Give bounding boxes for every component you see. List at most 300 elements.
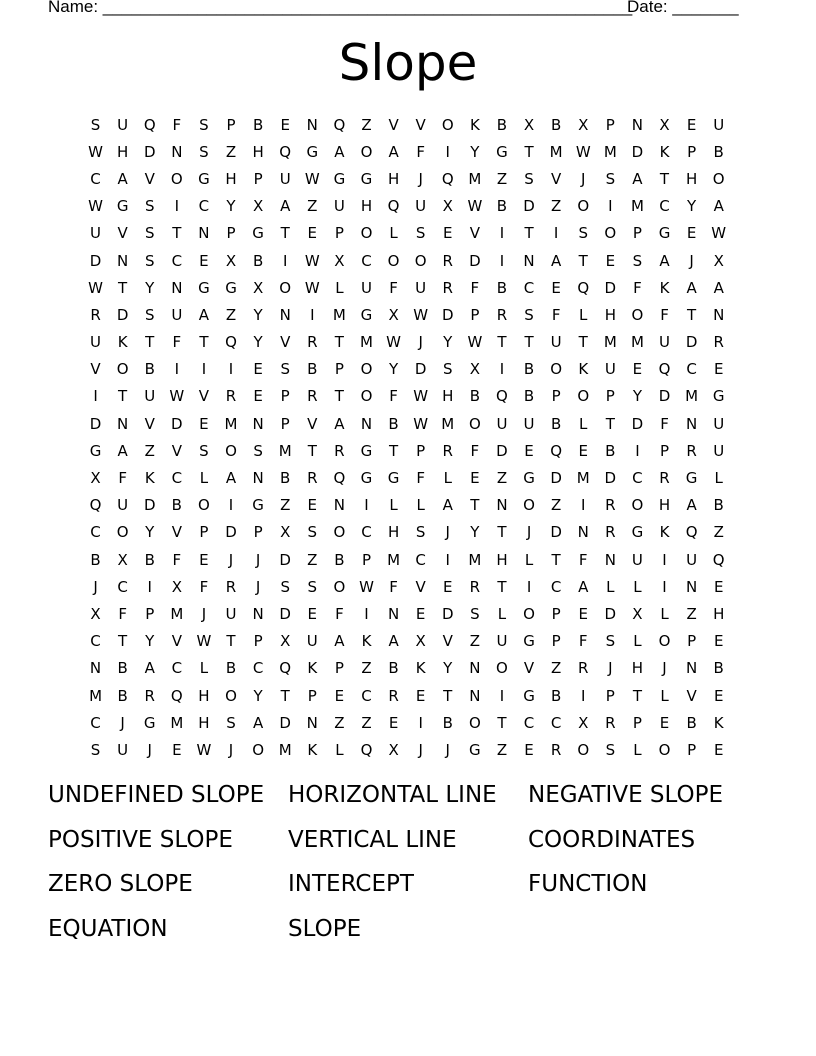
grid-letter: F (578, 550, 588, 569)
grid-letter: V (523, 659, 535, 678)
grid-letter: G (712, 387, 725, 406)
grid-letter: J (445, 523, 450, 542)
grid-letter: S (199, 115, 209, 134)
grid-letter: A (334, 414, 345, 433)
grid-letter: D (604, 278, 617, 297)
grid-letter: J (662, 659, 667, 678)
grid-letter: A (117, 441, 128, 460)
grid-letter: F (389, 577, 398, 596)
grid-letter: U (90, 333, 102, 352)
grid-letter: I (499, 251, 505, 270)
grid-letter: R (578, 659, 589, 678)
grid-letter: O (658, 740, 671, 759)
grid-letter: X (713, 251, 724, 270)
grid-letter: N (469, 686, 481, 705)
grid-letter: B (334, 550, 345, 569)
grid-letter: P (687, 142, 697, 161)
grid-letter: M (360, 333, 373, 352)
grid-letter: E (199, 550, 209, 569)
word-bank-item: FUNCTION (528, 871, 648, 897)
grid-letter: K (415, 659, 426, 678)
grid-letter: D (469, 251, 481, 270)
grid-letter: D (414, 360, 427, 379)
grid-letter: O (523, 604, 535, 623)
grid-letter: L (579, 414, 588, 433)
word-bank-item: VERTICAL LINE (288, 826, 457, 853)
grid-letter: X (442, 197, 453, 216)
grid-letter: L (335, 740, 344, 759)
word-bank-item: COORDINATES (528, 826, 696, 853)
grid-row (82, 682, 734, 709)
grid-letter: X (334, 251, 345, 270)
grid-letter: U (415, 278, 427, 297)
grid-letter: J (526, 523, 532, 542)
grid-letter: Q (333, 469, 346, 488)
grid-letter: V (551, 169, 562, 188)
grid-letter: X (632, 604, 643, 623)
grid-letter: C (550, 577, 562, 596)
grid-letter: O (333, 577, 346, 596)
grid-letter: E (659, 713, 670, 732)
grid-letter: T (551, 550, 561, 569)
grid-letter: Q (712, 550, 725, 569)
grid-letter: E (307, 496, 318, 515)
grid-letter: Y (470, 142, 480, 161)
grid-letter: U (144, 387, 156, 406)
grid-letter: B (117, 659, 128, 678)
grid-letter: U (713, 115, 725, 134)
grid-letter: N (198, 224, 210, 243)
grid-letter: A (280, 197, 291, 216)
grid-letter: X (415, 632, 426, 651)
grid-letter: N (360, 414, 373, 433)
grid-letter: W (196, 740, 212, 759)
grid-letter: T (280, 224, 290, 243)
grid-letter: S (144, 251, 155, 270)
grid-letter: D (116, 305, 129, 324)
word-bank-item: ZERO SLOPE (48, 871, 193, 897)
grid-letter: C (171, 659, 183, 678)
grid-letter: D (523, 197, 535, 216)
grid-letter: A (388, 142, 399, 161)
grid-letter: X (280, 632, 291, 651)
grid-letter: U (90, 224, 102, 243)
grid-letter: N (631, 115, 644, 134)
grid-letter: M (224, 414, 238, 433)
grid-letter: T (145, 333, 155, 352)
grid-letter: I (310, 305, 315, 324)
grid-letter: A (713, 278, 724, 297)
grid-letter: V (388, 115, 399, 134)
grid-letter: A (686, 496, 697, 515)
grid-letter: V (171, 523, 182, 542)
grid-letter: P (632, 224, 642, 243)
grid-letter: P (226, 224, 236, 243)
grid-letter: G (360, 305, 373, 324)
grid-letter: E (578, 441, 588, 460)
grid-letter: Z (496, 469, 508, 488)
grid-letter: V (686, 686, 697, 705)
grid-letter: S (90, 740, 101, 759)
grid-letter: J (418, 740, 423, 759)
grid-letter: L (389, 496, 398, 515)
grid-letter: K (659, 142, 670, 161)
grid-letter: F (416, 469, 425, 488)
grid-letter: S (605, 740, 616, 759)
grid-letter: C (632, 469, 643, 488)
grid-letter: A (632, 169, 643, 188)
grid-letter: K (307, 659, 318, 678)
grid-letter: B (686, 713, 697, 732)
grid-letter: E (443, 577, 453, 596)
grid-letter: S (307, 523, 318, 542)
grid-letter: A (442, 496, 453, 515)
grid-letter: D (279, 713, 291, 732)
grid-letter: V (280, 333, 291, 352)
grid-letter: B (469, 387, 480, 406)
grid-letter: S (578, 224, 588, 243)
grid-row (82, 193, 734, 220)
grid-letter: U (279, 169, 291, 188)
grid-letter: T (497, 713, 507, 732)
grid-letter: O (225, 686, 237, 705)
grid-letter: H (252, 142, 264, 161)
word-bank-item: NEGATIVE SLOPE (528, 782, 724, 808)
grid-letter: G (89, 441, 102, 460)
grid-letter: N (252, 414, 264, 433)
grid-letter: F (551, 305, 561, 324)
grid-letter: H (685, 169, 698, 188)
grid-letter: G (333, 169, 346, 188)
grid-letter: Q (225, 333, 237, 352)
grid-letter: B (144, 550, 155, 569)
grid-letter: H (360, 197, 373, 216)
grid-letter: M (630, 333, 644, 352)
grid-letter: O (279, 278, 292, 297)
grid-letter: O (577, 740, 590, 759)
grid-letter: S (415, 523, 426, 542)
grid-letter: F (172, 550, 182, 569)
grid-letter: R (659, 469, 670, 488)
grid-letter: K (659, 523, 670, 542)
grid-letter: N (713, 305, 725, 324)
grid-letter: B (307, 360, 318, 379)
grid-letter: Y (443, 659, 453, 678)
grid-letter: I (581, 686, 586, 705)
grid-letter: Q (685, 523, 698, 542)
grid-letter: J (255, 577, 261, 596)
grid-letter: O (414, 251, 427, 270)
grid-letter: J (418, 333, 423, 352)
grid-row (82, 628, 734, 655)
grid-letter: L (714, 469, 723, 488)
grid-letter: R (605, 713, 616, 732)
grid-letter: O (468, 713, 481, 732)
grid-letter: W (304, 169, 320, 188)
grid-letter: X (659, 115, 670, 134)
grid-letter: H (387, 523, 400, 542)
grid-letter: H (198, 686, 210, 705)
grid-letter: D (550, 523, 562, 542)
grid-letter: D (496, 441, 508, 460)
grid-letter: L (660, 686, 669, 705)
grid-letter: Y (253, 686, 263, 705)
grid-letter: A (252, 713, 264, 732)
grid-letter: U (171, 305, 183, 324)
grid-letter: S (144, 224, 155, 243)
grid-letter: U (117, 496, 129, 515)
word-bank-item: EQUATION (48, 915, 168, 942)
grid-letter: F (660, 414, 669, 433)
grid-letter: X (578, 713, 589, 732)
grid-letter: G (469, 740, 481, 759)
grid-letter: U (496, 632, 508, 651)
grid-letter: G (252, 496, 264, 515)
grid-letter: C (550, 713, 562, 732)
grid-letter: D (171, 414, 183, 433)
grid-letter: D (658, 387, 671, 406)
grid-letter: Q (89, 496, 102, 515)
grid-letter: P (334, 360, 344, 379)
grid-letter: L (497, 604, 507, 623)
grid-letter: Y (632, 387, 642, 406)
grid-letter: M (89, 686, 103, 705)
grid-letter: C (171, 251, 183, 270)
grid-letter: N (279, 305, 291, 324)
grid-letter: U (117, 115, 129, 134)
grid-letter: L (443, 469, 452, 488)
grid-letter: E (307, 604, 318, 623)
grid-letter: X (171, 577, 182, 596)
grid-letter: D (225, 523, 237, 542)
grid-letter: I (499, 686, 505, 705)
grid-row (82, 709, 734, 736)
grid-letter: Z (225, 305, 237, 324)
grid-letter: W (386, 333, 401, 352)
grid-letter: I (662, 550, 667, 569)
grid-letter: S (605, 632, 616, 651)
grid-letter: C (686, 360, 697, 379)
grid-letter: X (252, 278, 264, 297)
grid-letter: N (685, 659, 698, 678)
grid-letter: G (360, 469, 373, 488)
grid-letter: G (116, 197, 129, 216)
grid-row (82, 111, 734, 138)
grid-row (82, 600, 734, 627)
grid-letter: O (116, 523, 129, 542)
grid-letter: A (686, 278, 697, 297)
grid-letter: B (388, 659, 399, 678)
grid-letter: I (499, 224, 505, 243)
grid-letter: B (496, 197, 508, 216)
grid-letter: T (659, 169, 670, 188)
grid-letter: B (252, 115, 264, 134)
grid-letter: Q (658, 360, 671, 379)
grid-letter: J (93, 577, 98, 596)
grid-letter: U (550, 333, 562, 352)
grid-letter: O (550, 360, 563, 379)
grid-letter: L (660, 604, 669, 623)
grid-letter: J (228, 740, 234, 759)
grid-letter: Y (145, 632, 155, 651)
grid-letter: U (659, 333, 670, 352)
grid-letter: Y (470, 523, 480, 542)
grid-letter: N (306, 713, 318, 732)
grid-letter: L (633, 740, 642, 759)
grid-letter: W (467, 197, 483, 216)
grid-letter: M (170, 604, 184, 623)
grid-letter: E (686, 224, 697, 243)
grid-letter: U (333, 197, 345, 216)
grid-letter: N (523, 251, 535, 270)
grid-row (82, 274, 734, 301)
grid-letter: T (199, 333, 209, 352)
grid-letter: R (307, 469, 318, 488)
grid-letter: G (631, 523, 644, 542)
grid-letter: X (280, 523, 291, 542)
grid-letter: X (578, 115, 589, 134)
grid-letter: I (445, 142, 450, 161)
grid-letter: A (117, 169, 128, 188)
grid-letter: M (576, 469, 590, 488)
grid-letter: K (659, 278, 670, 297)
grid-letter: K (578, 360, 589, 379)
grid-row (82, 736, 734, 763)
grid-letter: W (575, 142, 591, 161)
grid-letter: V (415, 115, 426, 134)
grid-letter: J (608, 659, 613, 678)
grid-letter: S (90, 115, 101, 134)
grid-letter: Y (145, 523, 155, 542)
grid-letter: V (415, 577, 426, 596)
grid-letter: O (333, 523, 346, 542)
grid-letter: T (632, 686, 642, 705)
grid-letter: O (658, 632, 671, 651)
grid-letter: Q (441, 169, 454, 188)
grid-letter: P (551, 387, 561, 406)
grid-letter: B (605, 441, 616, 460)
word-bank (48, 778, 768, 956)
grid-letter: N (685, 414, 698, 433)
grid-letter: S (605, 169, 616, 188)
grid-letter: L (416, 496, 425, 515)
grid-letter: S (307, 577, 318, 596)
grid-letter: J (418, 169, 423, 188)
grid-letter: P (334, 224, 344, 243)
grid-letter: N (117, 251, 129, 270)
grid-letter: B (90, 550, 101, 569)
grid-letter: C (90, 632, 101, 651)
grid-letter: D (89, 414, 102, 433)
grid-letter: D (550, 469, 562, 488)
grid-letter: O (360, 360, 373, 379)
grid-letter: Q (279, 142, 292, 161)
grid-letter: W (711, 224, 727, 243)
grid-letter: H (658, 496, 671, 515)
grid-letter: K (144, 469, 155, 488)
grid-letter: R (334, 441, 345, 460)
grid-letter: P (687, 632, 697, 651)
grid-letter: U (117, 740, 129, 759)
grid-letter: T (118, 278, 128, 297)
grid-letter: O (252, 740, 265, 759)
grid-letter: B (713, 659, 724, 678)
grid-letter: C (198, 197, 210, 216)
grid-letter: N (496, 496, 508, 515)
grid-letter: O (468, 414, 481, 433)
grid-letter: A (334, 632, 345, 651)
grid-letter: R (144, 686, 155, 705)
grid-letter: B (550, 115, 562, 134)
grid-letter: E (388, 713, 399, 732)
grid-letter: F (416, 142, 425, 161)
grid-letter: S (199, 441, 209, 460)
grid-row (82, 410, 734, 437)
grid-letter: I (147, 577, 152, 596)
grid-letter: K (713, 713, 724, 732)
grid-letter: B (117, 686, 128, 705)
grid-letter: T (524, 224, 534, 243)
grid-letter: O (604, 224, 617, 243)
grid-letter: B (388, 414, 399, 433)
grid-letter: B (144, 360, 155, 379)
grid-letter: E (334, 686, 345, 705)
grid-letter: J (228, 550, 234, 569)
grid-letter: Z (361, 713, 372, 732)
grid-letter: N (171, 278, 183, 297)
grid-letter: Z (144, 441, 155, 460)
grid-letter: R (713, 333, 724, 352)
grid-letter: A (198, 305, 210, 324)
grid-letter: L (633, 632, 642, 651)
grid-letter: X (90, 469, 101, 488)
grid-row (82, 492, 734, 519)
grid-letter: P (253, 632, 263, 651)
grid-letter: N (577, 523, 589, 542)
grid-letter: L (633, 577, 642, 596)
grid-letter: T (497, 577, 507, 596)
grid-letter: X (252, 197, 264, 216)
grid-letter: D (279, 550, 291, 569)
grid-letter: V (171, 632, 182, 651)
grid-letter: U (360, 278, 372, 297)
grid-letter: N (604, 550, 616, 569)
grid-letter: V (198, 387, 210, 406)
grid-letter: M (170, 713, 184, 732)
grid-letter: X (388, 305, 399, 324)
grid-row (82, 546, 734, 573)
grid-letter: Q (387, 197, 400, 216)
grid-letter: A (388, 632, 399, 651)
grid-letter: B (171, 496, 182, 515)
grid-letter: S (524, 305, 534, 324)
grid-letter: U (604, 360, 616, 379)
grid-letter: V (117, 224, 128, 243)
grid-letter: F (389, 278, 398, 297)
grid-letter: F (633, 278, 642, 297)
grid-letter: E (524, 740, 534, 759)
grid-letter: E (578, 604, 588, 623)
grid-letter: F (118, 469, 127, 488)
grid-letter: I (418, 713, 423, 732)
grid-letter: R (686, 441, 697, 460)
grid-letter: D (279, 604, 291, 623)
grid-letter: E (199, 251, 209, 270)
grid-letter: P (361, 550, 371, 569)
grid-letter: A (578, 577, 589, 596)
grid-letter: I (364, 604, 369, 623)
grid-letter: V (90, 360, 101, 379)
